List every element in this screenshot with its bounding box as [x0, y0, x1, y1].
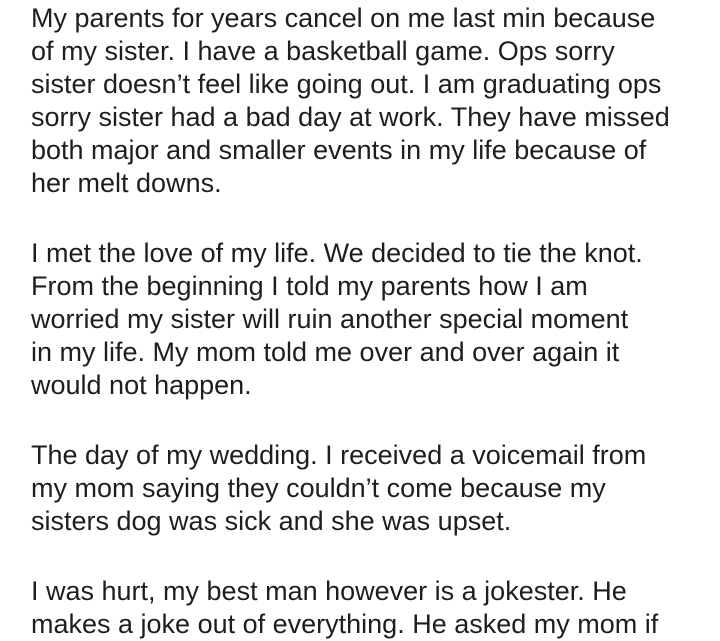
text-line: her melt downs.	[31, 168, 222, 198]
paragraph	[31, 575, 700, 641]
text-line: both major and smaller events in my life because of	[31, 135, 647, 165]
text-line: worried my sister will ruin another special moment	[31, 304, 629, 334]
text-line: I met the love of my life. We decided to tie the knot.	[31, 238, 643, 268]
document-body	[31, 2, 700, 641]
text-line: my mom saying they couldn’t come because my	[31, 473, 606, 503]
text-line: of my sister. I have a basketball game. Ops sorry	[31, 36, 615, 66]
text-line: I was hurt, my best man however is a jokester. He	[31, 576, 627, 606]
text-line: sorry sister had a bad day at work. They have missed	[31, 102, 670, 132]
text-line: The day of my wedding. I received a voicemail from	[31, 440, 647, 470]
paragraph	[31, 2, 700, 200]
text-line: makes a joke out of everything. He asked my mom if	[31, 609, 659, 639]
text-line: sisters dog was sick and she was upset.	[31, 506, 512, 536]
paragraph	[31, 439, 700, 538]
text-line: in my life. My mom told me over and over again it	[31, 337, 620, 367]
text-line: sister doesn’t feel like going out. I am graduating ops	[31, 69, 662, 99]
text-line: would not happen.	[31, 370, 252, 400]
paragraph	[31, 237, 700, 402]
text-line: My parents for years cancel on me last min because	[31, 3, 656, 33]
text-line: From the beginning I told my parents how I am	[31, 271, 588, 301]
